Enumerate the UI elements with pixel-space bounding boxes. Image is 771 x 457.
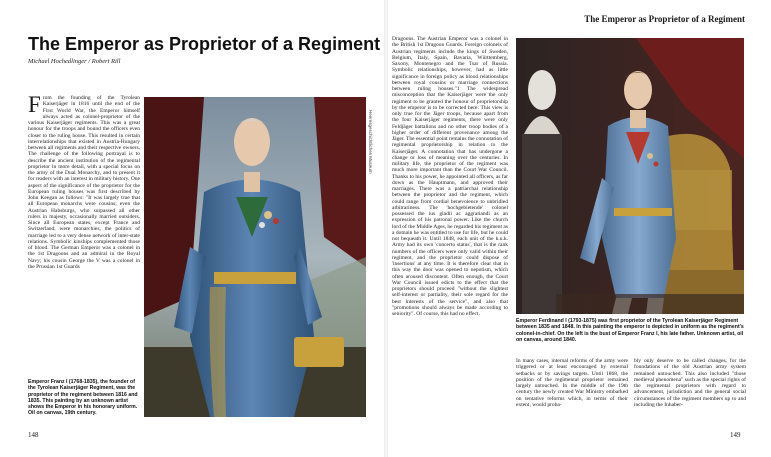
right-body-column	[392, 36, 508, 420]
portrait-ferdinand-i	[516, 38, 744, 314]
left-caption: Emperor Franz I (1768-1835), the founder of the Tyrolean Kaiserjäger Regiment, was the proprietor of the regiment between 1816 and 1835. This painting by an unknown artist shows the Emperor in his honorary uniform. Oil on canvas, 19th century.	[28, 379, 138, 417]
right-body-text: Dragoons. The Austrian Emperor was a colonel in the British 1st Dragoon Guards. Foreign colonels of Austrian regiments include the kings of Sweden, Belgium, Italy, Spain, Bavaria, Württemberg, Saxony, Montenegro and the Tsar of Russia. Symbolic relationships, however, had as little significance in foreign policy as blood relationships between royal cousins or marriage connections between ruling houses."1 The widespread misconception that the Kaiserjäger were the only regiment to be granted the honour of proprietorship by the emperor is to be corrected here. This view is only true for the Jäger troops, because apart from the four Kaiserjäger regiments, there were only Feldjäger battalions and no other troop bodies of a higher order of different provenance among the Jäger. The essential point remains the connotation of regimental proprietorship in relation to the Kaiserjäger. A connotation that has undergone a change or loss of meaning over the centuries. In military life, the proprietor of the regiment was much more important than the Court War Council. Thanks to his power, he appointed all officers, as far down as the Hauptmann, and approved their marriages. There was a patriarchal relationship between the proprietor and the regiment, which could range from cordial benevolence to unbridled arbitrariness. The 'hochgebietende' colonel possessed the ius gladii ac aggratiandi as an expression of his patronal power. Like the church lord of the Middle Ages, he regarded his regiment as a domain he was entitled to use for life, but he could not bequeath it. Until 1848, each unit of the k.u.k. Army had its own 'concerto status', that is the rank numbers of the officers were only valid within their regiment, and the proprietor could dispose of 'insertions' at any time. It is therefore clear that in this way the door was opened to nepotism, which often aroused discontent. Often enough, the Court War Council issued edicts to the effect that the proprietors should proceed "without the slightest self-interest or partiality, their sole regard for the best interests of the service", and also that "promotions should always be made according to seniority". Of course, this had no effect.	[392, 36, 508, 317]
right-body-text-2: In many cases, internal reforms of the army were triggered or at least encouraged by external setbacks or by savings targets. Until 1868, the position of the regimental proprietor remained largely untouched. In the middle of the 19th century the newly created War Ministry embarked on tentative reforms which, in terms of their extent, would proba-	[516, 358, 628, 408]
right-caption: Emperor Ferdinand I (1793-1875) was first proprietor of the Tyrolean Kaiserjäger Regiment between 1835 and 1848. In this painting the emperor is depicted in uniform as the regiment's colonel-in-chief. On the left is the bust of Emperor Franz I, his late father. Unknown artist, oil on canvas, around 1840.	[516, 318, 744, 343]
folio-left: 148	[28, 431, 39, 439]
right-body-column-2	[516, 358, 628, 422]
running-head: The Emperor as Proprietor of a Regiment	[584, 14, 745, 24]
portrait-franz-i	[144, 97, 366, 417]
right-body-column-3	[634, 358, 746, 422]
folio-right: 149	[730, 431, 741, 439]
left-body-text: rom the founding of the Tyrolean Kaiserjäger in 1816 until the end of the First World War, the Emperor himself always acted as colonel-proprietor of the various Kaiserjäger regiments. This was a great honour for the troops and bound the officers even closer to the ruling house. This resulted in certain interrelationships that existed in Austria-Hungary between all regiments and their respective owners. The challenge of the following portrayal is to describe the ancient institution of the regimental proprietor in more detail, with a special focus on the army of the Dual Monarchy, and to present it for readers with an interest in military history. One aspect of the significance of the proprietor for the European ruling houses was first described by John Keegan as follows: "It was largely true that all European monarchs were cousins; even the Austrian Habsburgs, who surpassed all other rulers in majesty, occasionally married outsiders. Since all European states, except France and Switzerland, were monarchies, the politics of marriage led to a very dense network of inter-state relations. Symbolic kinships complemented those of blood. The German Emperor was a colonel in the 1st Dragoons and an admiral in the Royal Navy; his cousin George the V was a colonel in the Prussian 1st Guards	[28, 95, 140, 270]
page-title: The Emperor as Proprietor of a Regiment	[28, 34, 381, 54]
left-body-column	[28, 95, 140, 407]
book-gutter	[384, 0, 388, 457]
drop-cap: F	[28, 95, 41, 117]
author-line: Michael Hochedlinger / Robert Rill	[28, 58, 121, 65]
photo-credit: Heeresgeschichtliches Museum	[368, 110, 373, 174]
right-body-text-3: bly only deserve to be called changes, for the foundations of the old Austrian army system remained untouched. This also included "those medieval phenomena" such as the special rights of the regimental proprietors with regard to advancement, jurisdiction and the general social circumstances of the regiment members up to and including the Inhaber-	[634, 358, 746, 408]
